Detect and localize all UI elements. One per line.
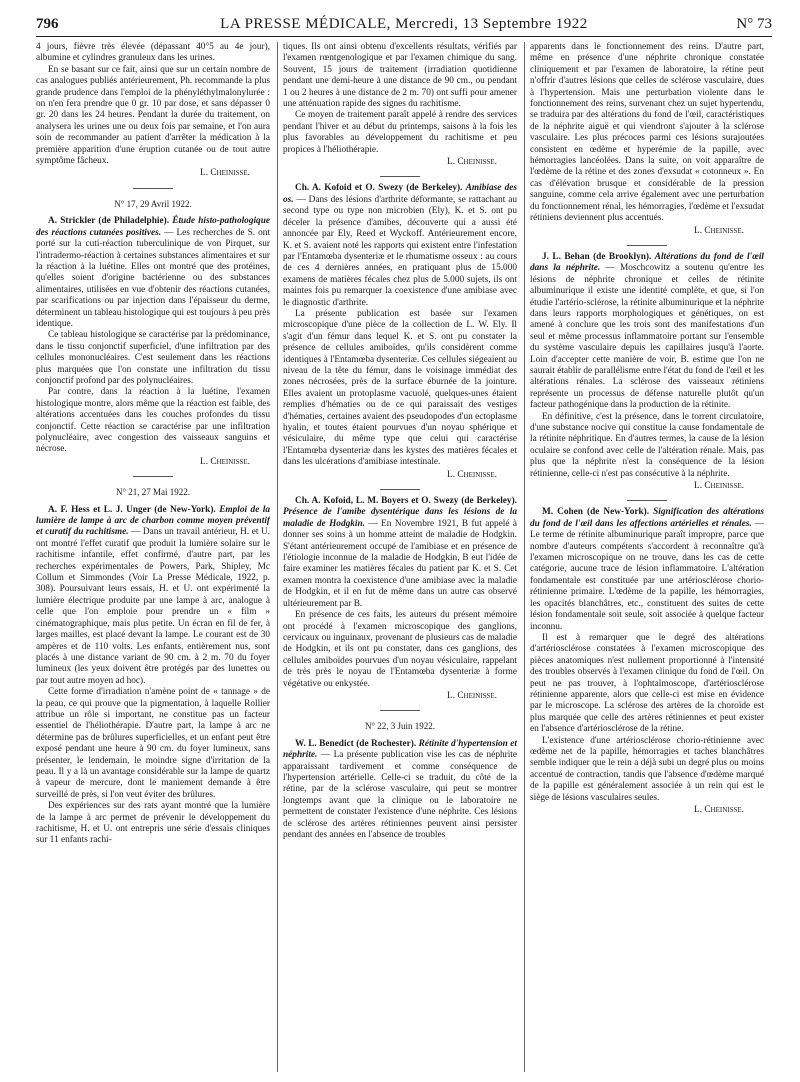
article-title: Amibiase des os. <box>283 183 517 205</box>
paragraph: Par contre, dans la réaction à la luétine, l'examen histologique montre, alors même que la réaction est faible, des altérations accentuées dans les couches profondes du tissu conjonctif. Cette réaction se caractérise par une infiltration polynucléaire, avec congestion des vaisseaux sanguins et nécrose. <box>36 387 270 455</box>
paragraph: En se basant sur ce fait, ainsi que sur un certain nombre de cas analogues publiés antérieurement, Ph. recommande la plus grande prudence dans l'emploi de la phényléthylmalonylurée : on n'en fera prendre que 0 gr. 10 par dose, et sans dépasser 0 gr. 20 dans les 24 heures. Pendant la durée du traitement, on analysera les urines une ou deux fois par semaine, et l'on aura soin de recommander au patient d'arrêter la médication à la première apparition d'une éruption cutanée ou de tout autre symptôme fâcheux. <box>36 64 270 167</box>
article-text: — Moschcowitz a soutenu qu'entre les lésions de néphrite chronique et celles de rétinite albuminurique il existe une identité complète, et que, si l'on étudie l'artério-sclérose, la rétinite albuminurique et la néphrite dans leurs rapports morphologiques et génétiques, on est amené à conclure que les trois sont des manifestations d'un seul et même processus inflammatoire portant sur l'ensemble du système vasculaire depuis les capillaires jusqu'à l'aorte. Loin d'accepter cette manière de voir, B. estime que l'on ne saurait établir de parallélisme entre l'état du fond de l'œil et les altérations rénales. La sclérose des vaisseaux rétiniens représente un processus de défense naturelle plutôt qu'un facteur pathogénique dans la production de la rétinite. <box>530 263 764 411</box>
paragraph: En définitive, c'est la présence, dans le torrent circulatoire, d'une substance nocive qui constitue la cause fondamentale de la rétinite néphritique. En d'autres termes, la cause de la lésion oculaire se confond avec celle de l'altération rénale. Mais, pas plus que la néphrite n'est la conséquence de la lésion rétinienne, celle-ci n'est pas consécutive à la néphrite. <box>530 411 764 479</box>
abstract-intro <box>530 507 764 632</box>
column-2 <box>283 42 517 1074</box>
paragraph: Ce moyen de traitement paraît appelé à rendre des services pendant l'hiver et au début du printemps, saisons à la fois les plus favorables au développement du rachitisme et peu propices à l'héliothérapie. <box>283 110 517 155</box>
article-author: Ch. A. Kofoid, L. M. Boyers et O. Swezy (de Berkeley). <box>295 496 517 507</box>
abstract-intro <box>283 183 517 308</box>
article-text: — Dans des lésions d'arthrite déformante, se rattachant au second type ou type non microbien (Ely), K. et S. ont pu déceler la présence d'amibes, découverte qui a aussi été annoncée par Ely, Reed et Wyckoff. Antérieurement encore, K. et S. avaient noté les rapports qui existent entre l'infestation par l'Entamœba dysenteriæ et le rhumatisme osseux : au cours de ces 4 dernières années, en pratiquant plus de 15.000 examens de matières fécales chez plus de 5.000 sujets, ils ont maintes fois pu remarquer la coexistence d'une amibiase avec le diagnostic d'arthrite. <box>283 194 517 308</box>
header-rule <box>36 36 772 37</box>
column-divider <box>524 42 525 1072</box>
paragraph: La présente publication est basée sur l'examen microscopique d'une pièce de la collection de L. W. Ely. Il s'agit d'un fémur dans lequel K. et S. ont pu constater la présence de cellules amiboïdes, qu'ils considèrent comme identiques à l'Entamœba dysenteriæ. Ces cellules siégeaient au niveau de la tête du fémur, dans le voisinage immédiat des zones nécrosées, près de la surface éburnée de la jointure. Elles avaient un protoplasme vacuolé, quelques-unes étaient remplies d'hématies ou de ce qui paraissait des vestiges d'hématies, certaines avaient des pseudopodes d'un ectoplasme hyalin, et toutes étaient pourvues d'un noyau sphérique et vésiculaire, du même type que celui qui caractérise l'Entamœba dysenteriæ dans les kystes des matières fécales et dans les ulcérations d'amibiase intestinale. <box>283 308 517 468</box>
article-title: Emploi de la lumière de lampe à arc de charbon comme moyen préventif et curatif du rachitisme. <box>36 504 270 538</box>
separator <box>380 710 420 711</box>
abstract-intro <box>36 216 270 330</box>
running-title: LA PRESSE MÉDICALE, Mercredi, 13 Septembre 1922 <box>220 16 588 32</box>
article-author: Ch. A. Kofoid et O. Swezy (de Berkeley). <box>295 183 463 194</box>
article-title: Étude histo-pathologique des réactions cutanées positives. <box>36 216 270 238</box>
article-author: J. L. Behan (de Brooklyn). <box>542 251 652 262</box>
page-header <box>36 14 772 36</box>
paragraph: L'existence d'une artériosclérose chorio-rétinienne avec œdème net de la papille, hémorragies et taches blanchâtres semble indiquer que le rein a déjà subi un degré plus ou moins accentué de contraction, tandis que l'absence d'œdème marqué de la papille est généralement associée à un rein qui est le siège de lésions vasculaires seules. <box>530 735 764 803</box>
article-author: W. L. Benedict (de Rochester). <box>295 738 417 749</box>
abstract-intro <box>36 505 270 688</box>
article-title: Rétinite d'hypertension et néphrite. <box>283 738 517 761</box>
signature: L. Cheinisse. <box>694 805 744 815</box>
article-text: — En Novembre 1921, B fut appelé à donner ses soins à un homme atteint de maladie de Hodgkin. S'étant antérieurement occupé de l'amibiase et en présence de l'étiologie inconnue de la maladie de Hodgkin, B eut l'idée de faire examiner les matières fécales du patient par K. et S. Cet examen montra la coexistence d'une amibiase avec la maladie de Hodgkin, et il en fut de même dans un autre cas observé ultérieurement par B. <box>283 518 517 609</box>
page-number: 796 <box>36 16 59 32</box>
paragraph: Cette forme d'irradiation n'amène point de « tannage » de la peau, ce qui prouve que la pigmentation, à laquelle Rollier attribue un rôle si important, ne constitue pas un facteur essentiel de l'héliothérapie. D'autre part, la lampe à arc ne détermine pas de brûlures superficielles, et un enfant peut être exposé pendant une heure à 90 cm. du foyer lumineux, sans présenter, le lendemain, le moindre signe d'irritation de la peau. Il y a là un avantage considérable sur la lampe de quartz à vapeur de mercure, dont le maniement demande à être surveillé de près, si l'on veut éviter des brûlures. <box>36 687 270 800</box>
separator <box>133 188 173 189</box>
article-text: — Les recherches de S. ont porté sur la cuti-réaction tuberculinique de von Pirquet, sur l'intradermo-réaction à certaines substances alimentaires et sur la réaction à la luétine. Elles ont montré que des protéines, qu'elles soient d'origine bactérienne ou des substances alimentaires, utilisées en vue d'obtenir des réactions cutanées, par scarifications ou par injection dans l'épaisseur du derme, déterminent un tableau histologique qui est toujours à peu près identique. <box>36 227 270 329</box>
signature: L. Cheinisse. <box>694 225 744 236</box>
column-1 <box>36 42 270 1074</box>
article-author: A. Strickler (de Philadelphie). <box>48 216 170 227</box>
paragraph: Ce tableau histologique se caractérise par la prédominance, dans le tissu conjonctif superficiel, d'une infiltration par des cellules mononucléaires. C'est seulement dans les réactions plus marquées que l'on constate une infiltration du tissu conjonctif profond par des polynucléaires. <box>36 330 270 386</box>
article-text: — Le terme de rétinite albuminurique paraît impropre, parce que nombre d'auteurs compétents s'accordent à reconnaître qu'à l'examen microscopique on ne trouve, dans les cas de cette catégorie, aucune trace de lésion inflammatoire. L'altération fondamentale est constituée par une artériosclérose chorio-rétinienne primaire. L'œdème de la papille, les hémorragies, les opacités blanchâtres, etc., constituent des suites de cette lésion fondamentale soit seule, soit associée à quelque facteur inconnu. <box>530 518 764 632</box>
article-text: — La présente publication vise les cas de néphrite apparaissant tardivement et comme conséquence de l'hypertension artérielle. Celle-ci se traduit, du côté de la rétine, par de la sclérose vasculaire, qui peut se montrer longtemps avant que la clinique ou le laboratoire ne permettent de constater l'existence d'une néphrite. Ces lésions de sclérose des artères rétiniennes peuvent ainsi persister pendant des années en l'absence de troubles <box>283 750 517 840</box>
paragraph: En présence de ces faits, les auteurs du présent mémoire ont procédé à l'examen microscopique des ganglions, cervicaux ou inguinaux, provenant de plusieurs cas de maladie de Hodgkin, et ils ont pu constater, dans ces ganglions, des cellules amiboïdes pourvues d'un noyau vésiculaire, rappelant de très près le noyau de l'Entamœba dysenteriæ à forme végétative ou enkystée. <box>283 610 517 689</box>
abstract-intro <box>283 739 517 842</box>
issue-number: N° 73 <box>736 16 772 32</box>
column-3 <box>530 42 764 1074</box>
article-title: Signification des altérations du fond de l'œil dans les affections artérielles et rénales. <box>530 507 764 529</box>
signature: L. Cheinisse. <box>200 456 250 467</box>
separator <box>380 176 420 177</box>
article-title: Présence de l'amibe dysentérique dans les lésions de la maladie de Hodgkin. <box>283 507 517 529</box>
signature: L. Cheinisse. <box>447 690 497 701</box>
issue-heading: N° 21, 27 Mai 1922. <box>115 487 191 498</box>
article-author: M. Cohen (de New-York). <box>542 507 650 518</box>
separator <box>133 476 173 477</box>
article-author: A. F. Hess et L. J. Unger (de New-York). <box>48 504 216 515</box>
signature: L. Cheinisse. <box>447 157 497 168</box>
article-title: Altérations du fond de l'œil dans la néphrite. <box>530 251 764 274</box>
separator <box>627 245 667 246</box>
paragraph: 4 jours, fièvre très élevée (dépassant 40°5 au 4e jour), albumine et cylindres granuleux dans les urines. <box>36 42 270 64</box>
paragraph: Il est à remarquer que le degré des altérations d'artériosclérose constatées à l'examen microscopique des pièces anatomiques n'est nullement proportionné à l'intensité des troubles observés à l'examen clinique du fond de l'œil. On peut ne pas trouver, à l'ophtalmoscope, d'artériosclérose rétinienne apparente, alors que celle-ci est mise en évidence par le microscope. La sclérose des artères de la choroïde est plus marquée que celle des artères rétiniennes et peut exister en l'absence d'artériosclérose de la rétine. <box>530 632 764 735</box>
paragraph: apparents dans le fonctionnement des reins. D'autre part, même en présence d'une néphrite chronique constatée cliniquement et par l'examen de laboratoire, la rétine peut n'offrir d'autres lésions que celles de sclérose vasculaire, dues à l'hypertension. Mais une perturbation violente dans le fonctionnement des reins, survenant chez un sujet hypertendu, se traduira par des altérations du fond de l'œil, caractéristiques de la néphrite aiguë et qui viendront s'ajouter à la sclérose vasculaire. Les plus précoces parmi ces lésions surajoutées consistent en œdème et hyperémie de la papille, avec hémorragies lancéolées. Dans la suite, on voit apparaître de l'œdème de la rétine et des zones d'exsudat « cotonneux ». En cas d'élévation brusque et considérable de la pression sanguine, comme cela arrive également avec une perturbation du fonctionnement rénal, les hémorragies, l'œdème et l'exsudat rétiniens deviennent plus accentués. <box>530 42 764 224</box>
article-text: — Dans un travail antérieur, H. et U. ont montré l'effet curatif que produit la lumière solaire sur le rachitisme infantile, effet confirmé, d'autre part, par les recherches expérimentales de Powers, Park, Shipley, Mc Collum et Simmondes (Voir La Presse Médicale, 1922, p. 308). Poursuivant leurs essais, H. et U. ont expérimenté la lumière électrique produite par une lampe à arc, analogue à celle que l'on emploie pour prendre un « film » cinématographique, mais plus petite. Un écran en fil de fer, à larges mailles, est placé devant la lampe. Le courant est de 30 ampères et de 110 volts. Les enfants, entièrement nus, sont placés à une distance variant de 90 cm. à 2 m. 70 du foyer lumineux (les yeux doivent être protégés par des lunettes ou par tout autre moyen ad hoc). <box>36 527 270 686</box>
signature: L. Cheinisse. <box>694 481 744 492</box>
paragraph: tiques. Ils ont ainsi obtenu d'excellents résultats, vérifiés par l'examen rœntgenologique et par l'examen chimique du sang. Souvent, 15 jours de traitement (irradiation quotidienne pendant une demi-heure à une distance de 90 cm., ou pendant 1 ou 2 heures à une distance de 2 m. 70) ont suffi pour amener une atténuation rapide des signes du rachitisme. <box>283 42 517 110</box>
signature: L. Cheinisse. <box>200 168 250 179</box>
abstract-intro <box>530 252 764 412</box>
column-divider <box>277 42 278 1072</box>
signature: L. Cheinisse. <box>447 469 497 480</box>
issue-heading: N° 22, 3 Juin 1922. <box>364 721 436 732</box>
abstract-intro <box>283 496 517 610</box>
paragraph: Des expériences sur des rats ayant montré que la lumière de la lampe à arc permet de prévenir le développement du rachitisme, H. et U. ont entrepris une série d'essais cliniques sur 11 enfants rachi- <box>36 801 270 846</box>
separator <box>380 489 420 490</box>
separator <box>627 500 667 501</box>
issue-heading: N° 17, 29 Avril 1922. <box>114 198 192 209</box>
